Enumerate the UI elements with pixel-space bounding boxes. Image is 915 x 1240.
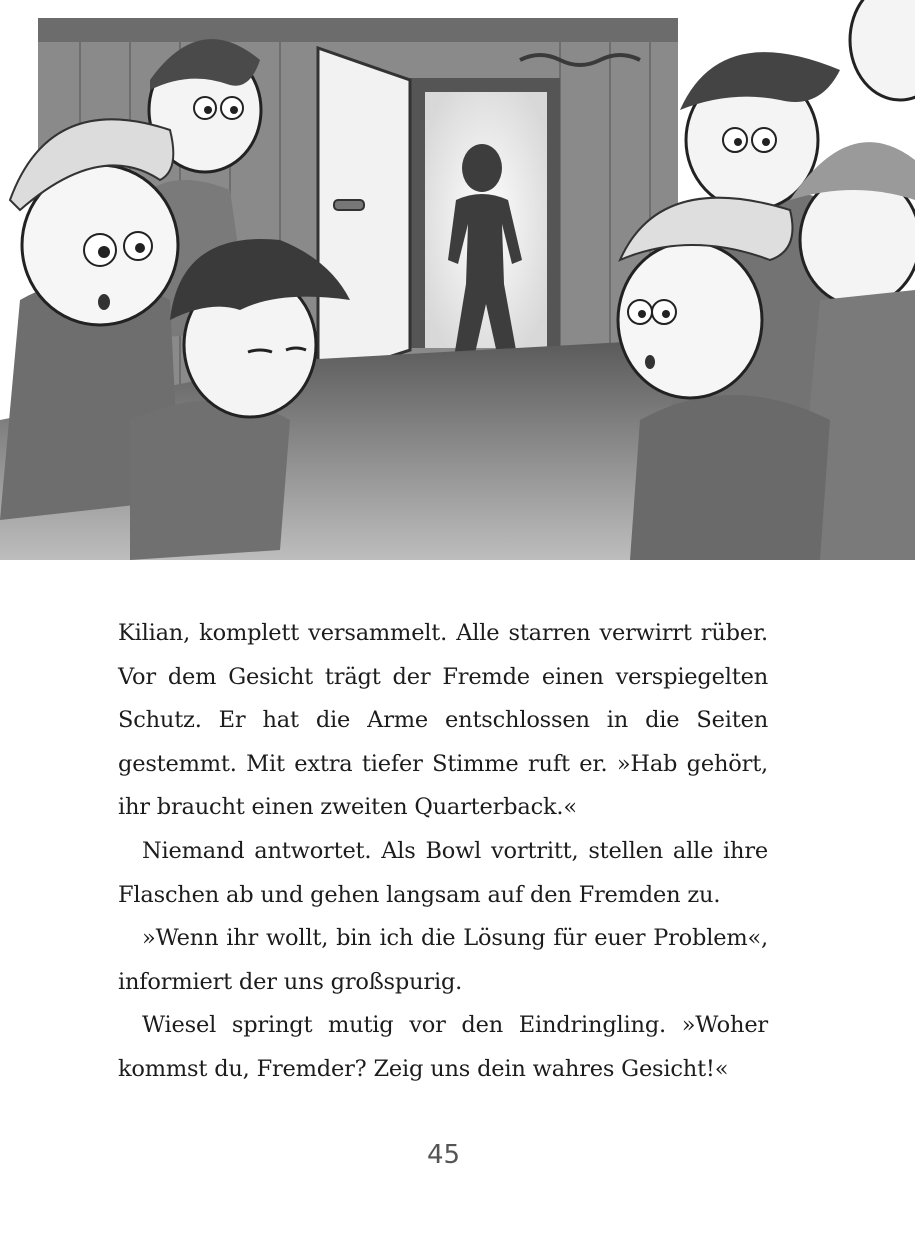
door-handle — [334, 200, 364, 210]
paragraph-4: Wiesel springt mutig vor den Eindringling. »Woher kommst du, Fremder? Zeig uns dein wahres Gesicht!« — [118, 1012, 768, 1082]
body-text — [118, 612, 768, 1092]
illustration — [0, 0, 915, 560]
page-number: 45 — [426, 1140, 461, 1170]
paragraph-2: Niemand antwortet. Als Bowl vortritt, stellen alle ihre Flaschen ab und gehen langsam auf den Fremden zu. — [118, 837, 768, 908]
doorway — [318, 48, 560, 394]
paragraph-3: »Wenn ihr wollt, bin ich die Lösung für euer Problem«, informiert der uns großspurig. — [118, 925, 768, 995]
paragraph-1: Kilian, komplett versammelt. Alle starren verwirrt rüber. Vor dem Gesicht trägt der Fremde einen verspiegelten Schutz. Er hat die Arme entschlossen in die Seiten gestemmt. Mit extra tiefer Stimme ruft er. »Hab gehört, ihr braucht einen zweiten Quarterback.« — [118, 620, 768, 821]
